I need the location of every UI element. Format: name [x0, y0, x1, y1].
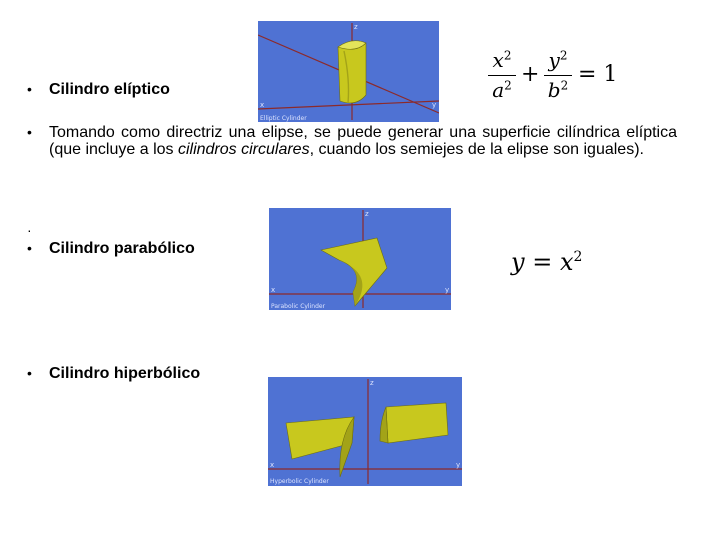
eq-x: x [492, 48, 504, 72]
bullet-2: • [27, 124, 32, 140]
heading-cilindro-eliptico: Cilindro elíptico [49, 81, 170, 98]
ellipse-equation [488, 48, 623, 108]
parabolic-axis-y: y [445, 286, 450, 294]
parabolic-caption: Parabolic Cylinder [271, 303, 326, 310]
eq-x-exp: 2 [503, 48, 512, 63]
eq-a-exp: 2 [504, 78, 512, 93]
paragraph-emphasis: cilindros circulares [177, 141, 310, 158]
parabola-equation [511, 248, 582, 276]
eq-parabola-exp: 2 [573, 249, 583, 265]
bullet-3: • [27, 240, 32, 256]
bullet-1: • [27, 81, 32, 97]
parabolic-axis-z: z [365, 210, 369, 218]
eq-b-exp: 2 [560, 78, 569, 93]
elliptic-caption: Elliptic Cylinder [260, 115, 307, 122]
hyperbolic-axis-z: z [370, 379, 374, 387]
elliptic-axis-z: z [354, 23, 358, 31]
hyperbolic-caption: Hyperbolic Cylinder [270, 478, 329, 485]
paragraph-intro: Tomando como directriz una elipse, se puede generar una superficie cilíndrica elíptica (que incluye a los [49, 124, 677, 158]
bullet-4: • [27, 365, 32, 381]
heading-cilindro-parabolico: Cilindro parabólico [49, 240, 195, 257]
elliptic-axis-x: x [260, 101, 265, 109]
eq-y-exp: 2 [559, 48, 568, 63]
elliptic-cylinder-image [258, 21, 439, 122]
eq-equals-one: = 1 [578, 62, 618, 87]
hyperbolic-cylinder-image [268, 377, 462, 486]
heading-cilindro-hiperbolico: Cilindro hiperbólico [49, 365, 201, 382]
parabolic-axis-x: x [271, 286, 276, 294]
eq-plus: + [521, 62, 540, 87]
eq-parabola-y: y [511, 248, 525, 276]
eq-a: a [492, 78, 505, 102]
elliptic-axis-y: y [432, 101, 437, 109]
eq-parabola-equals: = [532, 248, 553, 276]
eq-parabola-x: x [559, 248, 574, 276]
parabolic-cylinder-image [269, 208, 451, 310]
stray-dot: · [27, 222, 32, 238]
paragraph-outro: , cuando los semiejes de la elipse son iguales). [309, 141, 644, 158]
hyperbolic-axis-y: y [456, 461, 461, 469]
hyperbolic-axis-x: x [270, 461, 275, 469]
description-paragraph [49, 124, 677, 158]
eq-b: b [547, 78, 561, 102]
eq-y: y [548, 48, 560, 72]
